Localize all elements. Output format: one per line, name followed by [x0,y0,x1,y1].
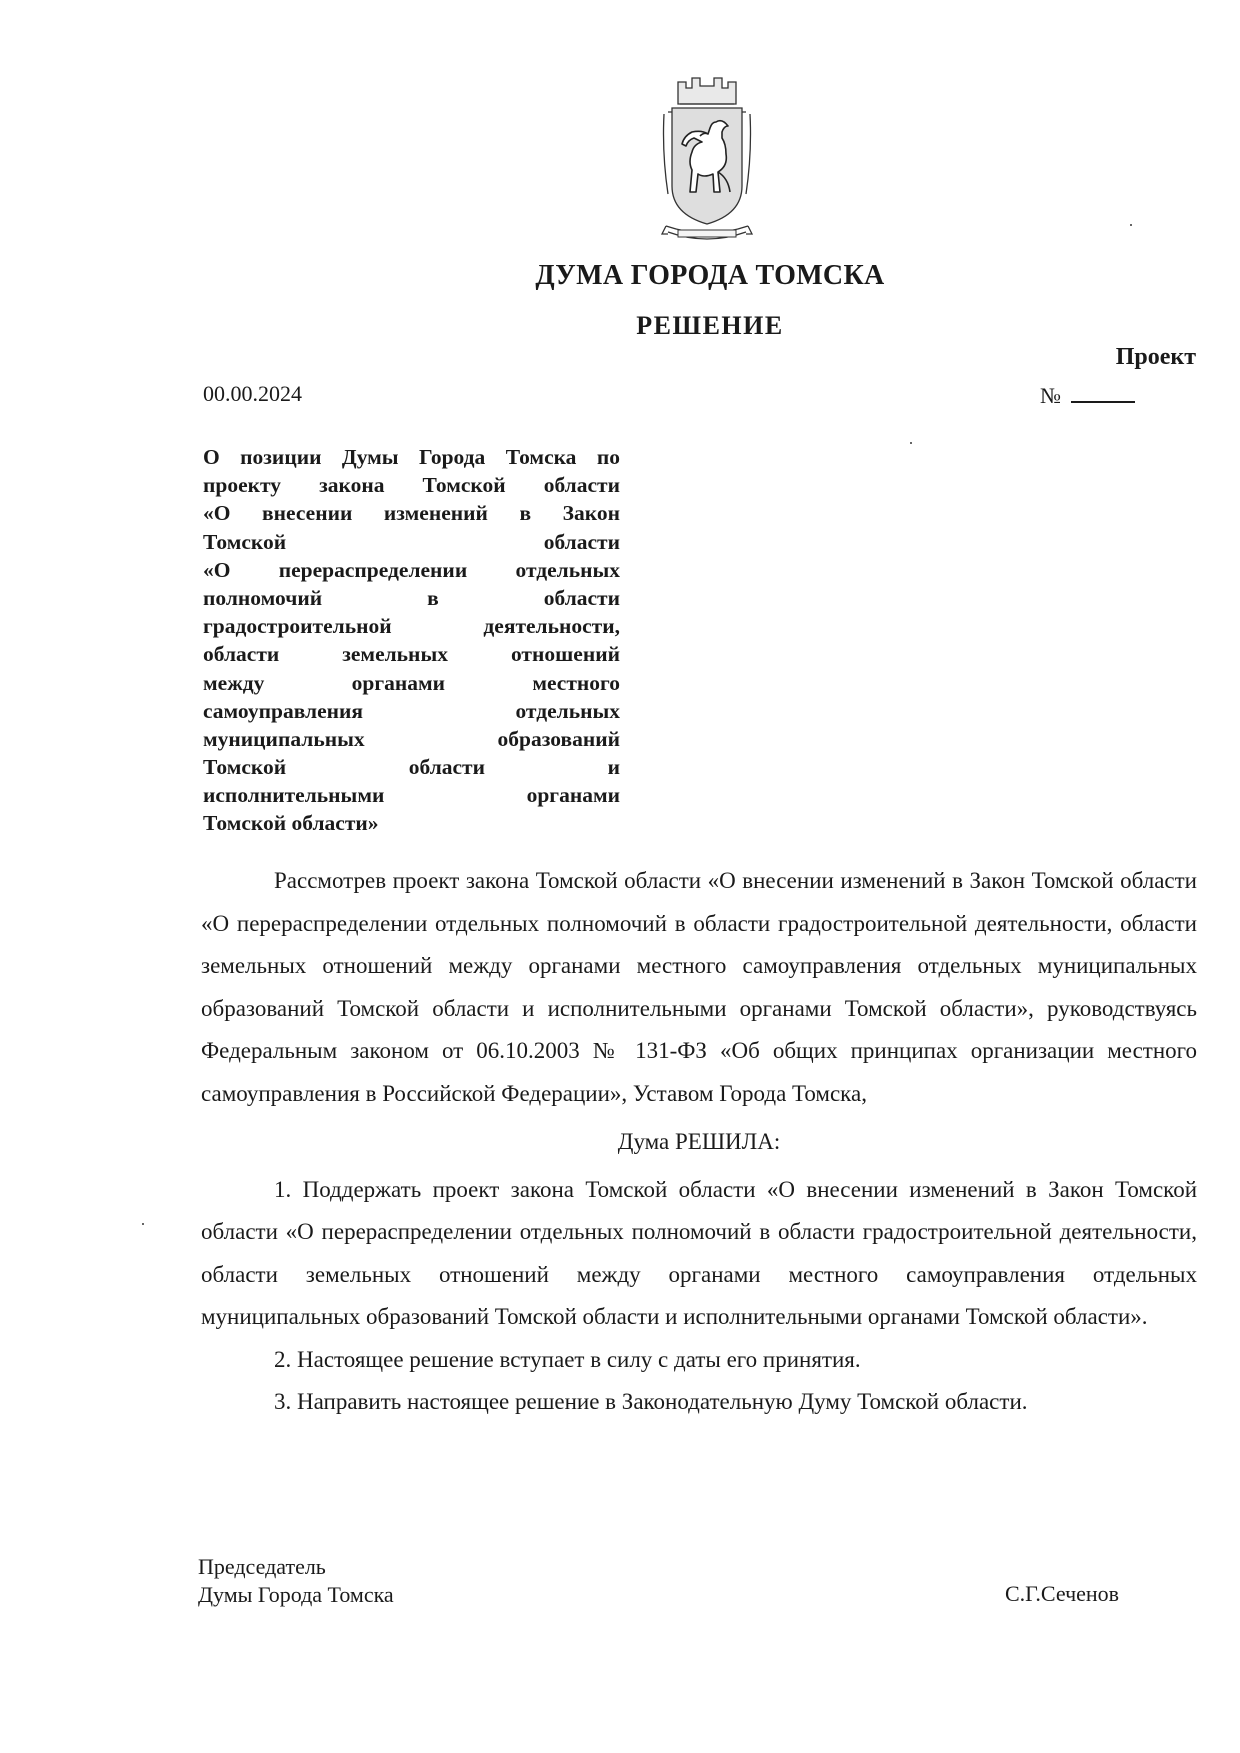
subject-line: градостроительной деятельности, [203,614,620,639]
document-type: РЕШЕНИЕ [636,311,784,340]
signatory-position-line: Думы Города Томска [198,1582,394,1607]
decided-heading: Дума РЕШИЛА: [617,1129,781,1154]
subject-line: исполнительными органами [203,783,620,808]
decision-item: 2. Настоящее решение вступает в силу с даты его принятия. [274,1346,861,1372]
scan-speck [910,442,912,444]
signatory-position [198,1553,394,1609]
subject-line: «О внесении изменений в Закон [203,501,620,526]
decision-subject [203,443,620,838]
scan-speck [142,1223,144,1225]
subject-line: полномочий в области [203,585,620,610]
number-blank-line [1071,381,1135,403]
number-label: № [1040,383,1061,408]
subject-line: муниципальных образований [203,726,620,751]
org-title: ДУМА ГОРОДА ТОМСКА [535,260,885,291]
scan-speck [1130,224,1132,226]
signatory-position-line: Председатель [198,1554,326,1579]
preamble-paragraph: Рассмотрев проект закона Томской области «О внесении изменений в Закон Томской области «О перераспределении отдельных полномочий в области градостроительной деятельности, области земельных отношений между органами местного самоуправления отдельных муниципальных образований Томской области и исполнительными органами Томской области», руководствуясь Федеральным законом от 06.10.2003 № 131-ФЗ «Об общих принципах организации местного самоуправления в Российской Федерации», Уставом Города Томска, [201,868,1197,1106]
decision-body [201,860,1197,1424]
document-date: 00.00.2024 [203,381,302,406]
subject-line: между органами местного [203,670,620,695]
subject-line: Томской области [203,529,620,554]
emblem-icon [658,74,756,246]
document-number [1040,381,1135,409]
subject-line: проекту закона Томской области [203,473,620,498]
subject-line: Томской области» [203,811,379,836]
draft-label: Проект [1115,344,1196,370]
subject-line: области земельных отношений [203,642,620,667]
signatory-name: С.Г.Сеченов [1005,1581,1120,1606]
subject-line: «О перераспределении отдельных [203,557,620,582]
coat-of-arms-emblem [658,74,756,246]
subject-line: О позиции Думы Города Томска по [203,445,620,469]
decision-item: 1. Поддержать проект закона Томской области «О внесении изменений в Закон Томской области «О перераспределении отдельных полномочий в области градостроительной деятельности, области земельных отношений между органами местного самоуправления отдельных муниципальных образований Томской области и исполнительными органами Томской области». [201,1176,1197,1329]
subject-line: самоуправления отдельных [203,698,620,723]
decision-item: 3. Направить настоящее решение в Законодательную Думу Томской области. [274,1389,1028,1414]
subject-line: Томской области и [203,755,620,780]
